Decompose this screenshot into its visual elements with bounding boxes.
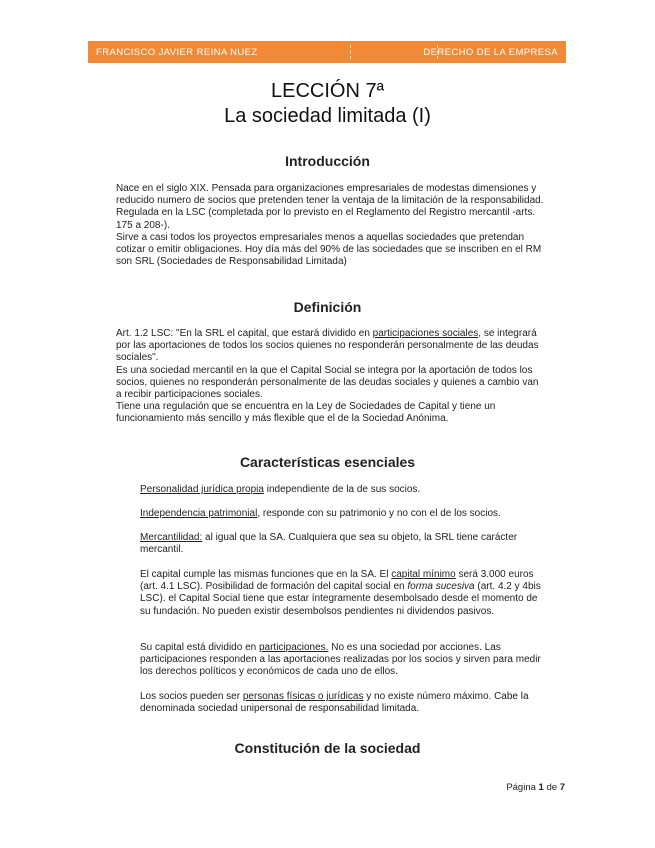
- caracteristica-item: [140, 484, 544, 496]
- page-total: 7: [559, 782, 565, 793]
- page-of: de: [543, 782, 560, 793]
- intro-text-1: Nace en el siglo XIX. Pensada para organizaciones empresariales de modestas dimensiones y reducido numero de socios que pretenden tener la ventaja de la limitación de la responsabilidad.: [116, 183, 544, 207]
- lesson-number: LECCIÓN 7ª: [271, 80, 384, 102]
- intro-text-2: Regulada en la LSC (completada por lo previsto en el Reglamento del Registro mercantil -arts. 175 a 208-).: [116, 207, 536, 231]
- caracteristica-text: No es una sociedad por acciones. Las participaciones responden a las aportaciones realizadas por los socios y sirven para medir los derechos políticos y económicos de cada uno de ellos.: [140, 642, 541, 678]
- definicion-paragraph: [116, 328, 544, 426]
- article-text: Art. 1.2 LSC: "En la SRL el capital, que estará dividido en: [116, 328, 373, 339]
- page-label: Página: [506, 782, 539, 793]
- section-heading-caracteristicas: Características esenciales: [239, 454, 416, 470]
- intro-paragraph: [116, 183, 544, 268]
- section-heading-definicion: Definición: [293, 299, 362, 315]
- caracteristica-item: [140, 532, 544, 556]
- caracteristica-item: [140, 508, 544, 520]
- article-text-end: , se integrará por las aportaciones de todos los socios quienes no responderán personalmente de las deudas sociales".: [116, 328, 539, 364]
- definicion-text-2: Es una sociedad mercantil en la que el Capital Social se integra por la aportación de todos los socios, quienes no responderán personalmente de las deudas sociales y quienes a cambio van a recibir participaciones sociales.: [116, 364, 539, 401]
- page-current: 1: [538, 782, 544, 793]
- caracteristica-text: y no existe número máximo. Cabe la denominada sociedad unipersonal de responsabilidad limitada.: [140, 691, 529, 715]
- caracteristica-text: Los socios pueden ser: [140, 691, 243, 702]
- header-author: FRANCISCO JAVIER REINA NUEZ: [96, 47, 258, 58]
- caracteristica-text: al igual que la SA. Cualquiera que sea su objeto, la SRL tiene carácter mercantil.: [140, 532, 518, 556]
- caracteristica-text: independiente de la de sus socios.: [263, 484, 421, 495]
- intro-text-3: Sirve a casi todos los proyectos empresariales menos a aquellas sociedades que pretendan cotizar o emitir obligaciones. Hoy día más del 90% de las sociedades que se inscriben en el RM son SRL (Sociedades de Responsabilidad Limitada): [116, 231, 542, 268]
- caracteristica-text: será 3.000 euros (art. 4.1 LSC). Posibilidad de formación del capital social en: [140, 569, 534, 593]
- caracteristica-text: El capital cumple las mismas funciones que en la SA. El: [140, 569, 392, 580]
- caracteristica-item: [140, 691, 544, 715]
- page-header: [88, 41, 566, 63]
- header-divider: [350, 45, 352, 59]
- section-heading-constitucion: Constitución de la sociedad: [234, 740, 421, 756]
- caracteristica-term: Personalidad jurídica propia: [140, 484, 264, 495]
- definicion-text-3: Tiene una regulación que se encuentra en la Ley de Sociedades de Capital y tiene un funcionamiento más sencillo y más flexible que el de la Sociedad Anónima.: [116, 401, 496, 425]
- lesson-title: La sociedad limitada (I): [224, 105, 431, 127]
- caracteristica-item: [140, 569, 544, 618]
- caracteristica-italic: forma sucesiva: [407, 581, 475, 593]
- caracteristica-term: Independencia patrimonial: [140, 508, 258, 519]
- caracteristica-text: Su capital está dividido en: [140, 642, 259, 653]
- caracteristica-text: , responde con su patrimonio y no con el de los socios.: [257, 508, 501, 519]
- article-underlined: participaciones sociales: [372, 328, 479, 339]
- caracteristica-term: Mercantilidad:: [140, 532, 203, 543]
- header-subject: DERECHO DE LA EMPRESA: [423, 47, 558, 58]
- page-number: [506, 782, 565, 793]
- caracteristica-term: personas físicas o jurídicas: [242, 691, 364, 702]
- caracteristica-term: participaciones.: [258, 642, 329, 653]
- caracteristica-text: (art. 4.2 y 4bis LSC). el Capital Social tiene que estar íntegramente desembolsado desde el momento de su fundación. No pueden existir desembolsos pendientes ni dividendos pasivos.: [140, 581, 541, 617]
- section-heading-intro: Introducción: [285, 153, 370, 169]
- definicion-article-quote: [116, 328, 544, 365]
- caracteristica-term: capital mínimo: [391, 569, 456, 580]
- caracteristica-item: [140, 642, 544, 679]
